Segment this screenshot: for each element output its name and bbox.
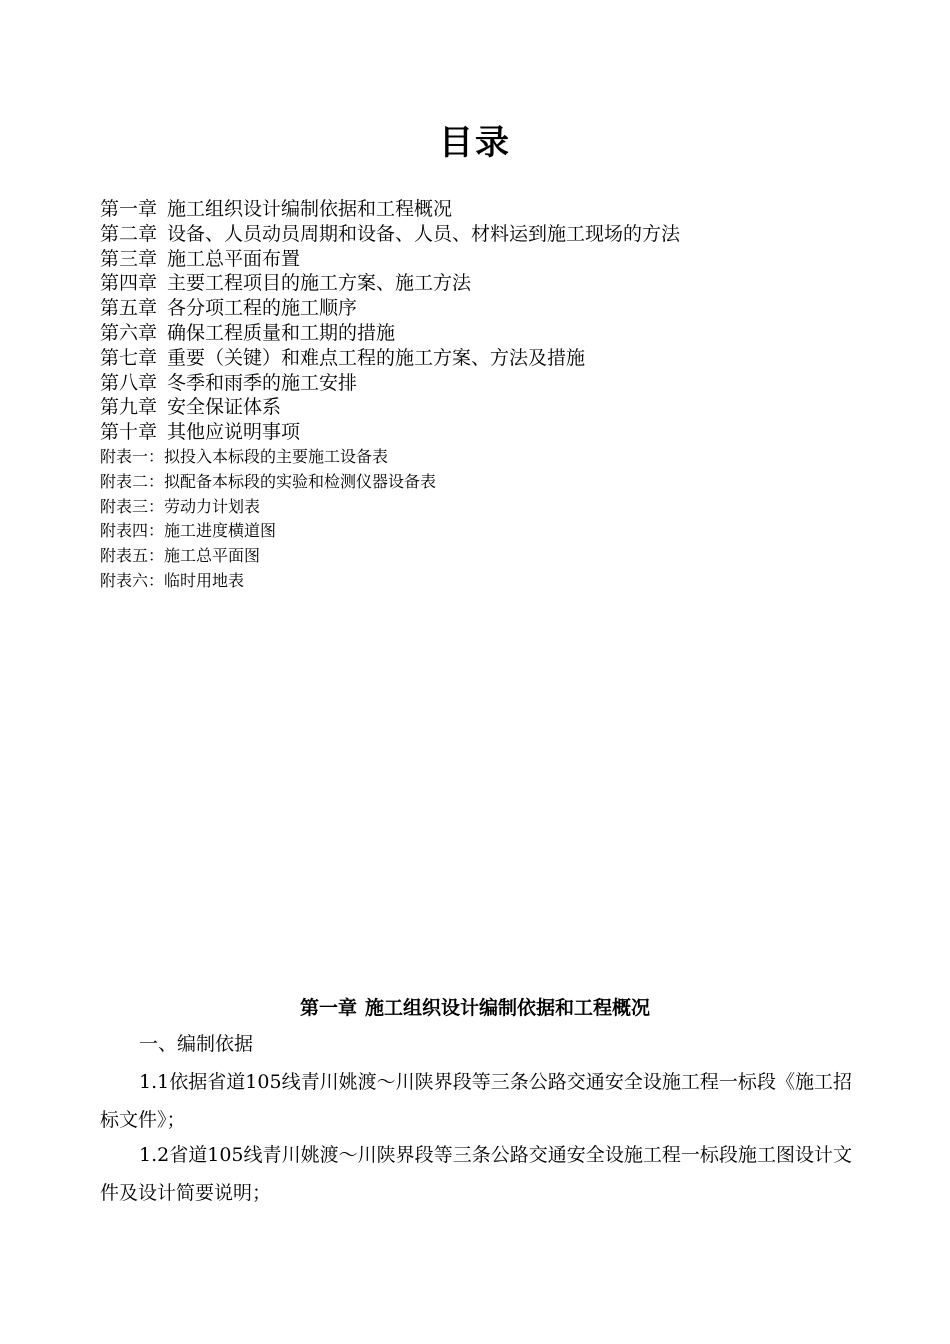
toc-title: 目录 — [439, 123, 511, 163]
table-of-contents — [100, 197, 900, 594]
toc-appendix-4: 附表四：施工进度横道图 — [100, 521, 277, 541]
toc-chapter-title: 施工总平面布置 — [167, 247, 301, 270]
toc-chapter-title: 各分项工程的施工顺序 — [167, 297, 358, 320]
chapter-title: 施工组织设计编制依据和工程概况 — [365, 997, 651, 1019]
toc-chapter-6 — [100, 321, 900, 346]
toc-chapter-number: 第十章 — [100, 421, 158, 444]
toc-appendix-1: 附表一：拟投入本标段的主要施工设备表 — [100, 446, 389, 466]
toc-chapter-2 — [100, 222, 900, 247]
toc-chapter-title: 重要（关键）和难点工程的施工方案、方法及措施 — [167, 346, 586, 369]
chapter-number: 第一章 — [299, 997, 357, 1019]
toc-chapter-number: 第一章 — [100, 198, 158, 220]
toc-chapter-title: 设备、人员动员周期和设备、人员、材料运到施工现场的方法 — [167, 222, 681, 245]
toc-appendix-2: 附表二：拟配备本标段的实验和检测仪器设备表 — [100, 471, 437, 491]
toc-chapter-number: 第六章 — [100, 321, 158, 344]
toc-chapter-title: 冬季和雨季的施工安排 — [167, 371, 358, 394]
toc-chapter-5 — [100, 296, 900, 321]
toc-chapter-4 — [100, 271, 900, 296]
toc-chapter-9 — [100, 395, 900, 420]
body-paragraph: 1.2省道105线青川姚渡～川陕界段等三条公路交通安全设施工程一标段施工图设计文件及设计简要说明； — [100, 1144, 852, 1204]
toc-appendix-6: 附表六：临时用地表 — [100, 570, 245, 590]
section-heading: 一、编制依据 — [139, 1033, 254, 1055]
toc-chapter-number: 第五章 — [100, 297, 158, 320]
toc-chapter-title: 确保工程质量和工期的措施 — [167, 321, 396, 344]
toc-chapter-number: 第三章 — [100, 247, 158, 270]
toc-chapter-10 — [100, 420, 900, 445]
toc-appendix-3: 附表三：劳动力计划表 — [100, 496, 261, 516]
toc-chapter-number: 第七章 — [100, 346, 158, 369]
toc-chapter-title: 主要工程项目的施工方案、施工方法 — [167, 272, 472, 295]
toc-chapter-8 — [100, 371, 900, 396]
body-paragraph: 1.1依据省道105线青川姚渡～川陕界段等三条公路交通安全设施工程一标段《施工招标文件》； — [100, 1071, 852, 1131]
toc-chapter-7 — [100, 346, 900, 371]
toc-chapter-number: 第九章 — [100, 396, 158, 419]
toc-chapter-3 — [100, 247, 900, 272]
toc-chapter-title: 施工组织设计编制依据和工程概况 — [167, 198, 453, 220]
toc-chapter-number: 第四章 — [100, 272, 158, 295]
toc-chapter-title: 其他应说明事项 — [167, 421, 301, 444]
toc-chapter-1 — [100, 197, 900, 222]
toc-chapter-number: 第二章 — [100, 222, 158, 245]
toc-chapter-number: 第八章 — [100, 371, 158, 394]
toc-appendix-5: 附表五：施工总平面图 — [100, 546, 261, 566]
toc-chapter-title: 安全保证体系 — [167, 396, 282, 419]
chapter-heading — [0, 993, 950, 1023]
